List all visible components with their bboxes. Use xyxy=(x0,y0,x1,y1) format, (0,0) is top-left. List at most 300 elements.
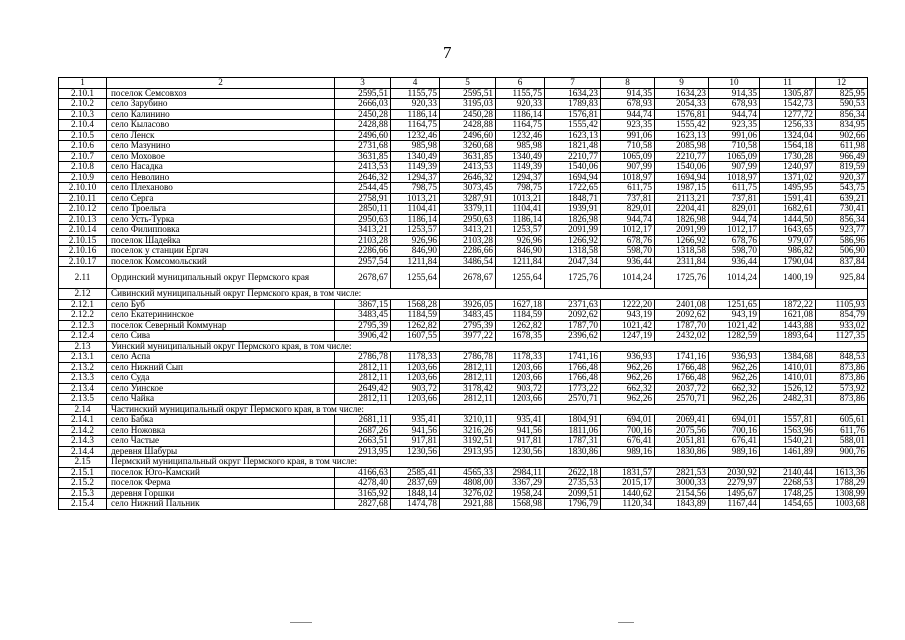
value-cell: 678,93 xyxy=(709,99,760,110)
value-cell: 1627,18 xyxy=(496,299,545,310)
value-cell: 2687,26 xyxy=(335,425,391,436)
value-cell: 2913,95 xyxy=(440,446,496,457)
value-cell: 1410,01 xyxy=(760,373,816,384)
value-cell: 2678,67 xyxy=(335,267,391,289)
value-cell: 1104,41 xyxy=(496,204,545,215)
table-row xyxy=(59,267,868,289)
value-cell: 2154,56 xyxy=(655,488,709,499)
value-cell: 1555,42 xyxy=(655,120,709,131)
value-cell: 611,98 xyxy=(816,141,868,152)
column-number-header: 5 xyxy=(440,78,496,89)
value-cell: 678,76 xyxy=(601,235,655,246)
value-cell: 2099,51 xyxy=(545,488,601,499)
value-cell: 829,01 xyxy=(601,204,655,215)
value-cell: 1013,21 xyxy=(391,193,440,204)
table-row xyxy=(59,99,868,110)
row-number-cell: 2.12.2 xyxy=(59,310,107,321)
value-cell: 1178,33 xyxy=(496,352,545,363)
value-cell: 1607,55 xyxy=(391,331,440,342)
value-cell: 1766,48 xyxy=(655,373,709,384)
value-cell: 1440,62 xyxy=(601,488,655,499)
value-cell: 1230,56 xyxy=(496,446,545,457)
row-number-cell: 2.15.2 xyxy=(59,478,107,489)
column-number-header: 12 xyxy=(816,78,868,89)
value-cell: 573,92 xyxy=(816,383,868,394)
value-cell: 2622,18 xyxy=(545,467,601,478)
value-cell: 2850,11 xyxy=(335,204,391,215)
value-cell: 2092,62 xyxy=(545,310,601,321)
value-cell: 2812,11 xyxy=(335,362,391,373)
value-cell: 2030,92 xyxy=(709,467,760,478)
value-cell: 935,41 xyxy=(496,415,545,426)
value-cell: 798,75 xyxy=(496,183,545,194)
value-cell: 1542,73 xyxy=(760,99,816,110)
table-row xyxy=(59,394,868,405)
value-cell: 856,34 xyxy=(816,109,868,120)
row-number-cell: 2.12.4 xyxy=(59,331,107,342)
value-cell: 1230,56 xyxy=(391,446,440,457)
value-cell: 962,26 xyxy=(709,373,760,384)
value-cell: 3287,91 xyxy=(440,193,496,204)
value-cell: 2735,53 xyxy=(545,478,601,489)
value-cell: 936,93 xyxy=(601,352,655,363)
value-cell: 2646,32 xyxy=(335,172,391,183)
value-cell: 700,16 xyxy=(601,425,655,436)
settlement-name-cell: село Неволино xyxy=(107,172,335,183)
value-cell: 1167,44 xyxy=(709,499,760,510)
value-cell: 2069,41 xyxy=(655,415,709,426)
value-cell: 1203,66 xyxy=(391,394,440,405)
value-cell: 2015,17 xyxy=(601,478,655,489)
row-number-cell: 2.10.15 xyxy=(59,235,107,246)
value-cell: 3276,02 xyxy=(440,488,496,499)
value-cell: 2496,60 xyxy=(335,130,391,141)
row-number-cell: 2.10.9 xyxy=(59,172,107,183)
value-cell: 2450,28 xyxy=(440,109,496,120)
value-cell: 1623,13 xyxy=(545,130,601,141)
value-cell: 2595,51 xyxy=(440,88,496,99)
value-cell: 1282,59 xyxy=(709,331,760,342)
settlement-name-cell: село Насадка xyxy=(107,162,335,173)
table-body xyxy=(59,78,868,510)
settlement-name-cell: село Чайка xyxy=(107,394,335,405)
table-row xyxy=(59,383,868,394)
row-number-cell: 2.13.3 xyxy=(59,373,107,384)
value-cell: 1725,76 xyxy=(545,267,601,289)
value-cell: 1203,66 xyxy=(496,362,545,373)
value-cell: 605,61 xyxy=(816,415,868,426)
value-cell: 873,86 xyxy=(816,362,868,373)
value-cell: 3260,68 xyxy=(440,141,496,152)
table-row xyxy=(59,204,868,215)
value-cell: 2210,77 xyxy=(655,151,709,162)
table-row xyxy=(59,446,868,457)
table-row xyxy=(59,225,868,236)
value-cell: 2731,68 xyxy=(335,141,391,152)
value-cell: 2482,31 xyxy=(760,394,816,405)
value-cell: 1104,41 xyxy=(391,204,440,215)
value-cell: 991,06 xyxy=(709,130,760,141)
value-cell: 923,35 xyxy=(709,120,760,131)
value-cell: 1634,23 xyxy=(655,88,709,99)
value-cell: 1255,64 xyxy=(496,267,545,289)
settlement-name-cell: село Частые xyxy=(107,436,335,447)
row-number-cell: 2.15 xyxy=(59,457,107,468)
value-cell: 3926,05 xyxy=(440,299,496,310)
value-cell: 1796,79 xyxy=(545,499,601,510)
value-cell: 2054,33 xyxy=(655,99,709,110)
value-cell: 506,90 xyxy=(816,246,868,257)
value-cell: 1939,91 xyxy=(545,204,601,215)
value-cell: 588,01 xyxy=(816,436,868,447)
table-row xyxy=(59,488,868,499)
value-cell: 2681,11 xyxy=(335,415,391,426)
value-cell: 2646,32 xyxy=(440,172,496,183)
value-cell: 837,84 xyxy=(816,256,868,267)
value-cell: 2821,53 xyxy=(655,467,709,478)
value-cell: 936,93 xyxy=(709,352,760,363)
settlement-name-cell: село Зарубино xyxy=(107,99,335,110)
settlement-name-cell: село Кыласово xyxy=(107,120,335,131)
value-cell: 4166,63 xyxy=(335,467,391,478)
value-cell: 2649,42 xyxy=(335,383,391,394)
value-cell: 1804,91 xyxy=(545,415,601,426)
value-cell: 1253,57 xyxy=(496,225,545,236)
value-cell: 611,75 xyxy=(601,183,655,194)
value-cell: 4808,00 xyxy=(440,478,496,489)
value-cell: 1277,72 xyxy=(760,109,816,120)
value-cell: 1830,86 xyxy=(545,446,601,457)
value-cell: 1826,98 xyxy=(655,214,709,225)
footer-mark xyxy=(290,622,312,623)
value-cell: 3178,42 xyxy=(440,383,496,394)
value-cell: 3867,15 xyxy=(335,299,391,310)
value-cell: 1831,57 xyxy=(601,467,655,478)
value-cell: 2051,81 xyxy=(655,436,709,447)
value-cell: 3210,11 xyxy=(440,415,496,426)
value-cell: 1848,14 xyxy=(391,488,440,499)
value-cell: 2585,41 xyxy=(391,467,440,478)
value-cell: 2428,88 xyxy=(335,120,391,131)
row-number-cell: 2.13 xyxy=(59,341,107,352)
table-row xyxy=(59,436,868,447)
value-cell: 944,74 xyxy=(601,214,655,225)
value-cell: 1400,19 xyxy=(760,267,816,289)
row-number-cell: 2.11 xyxy=(59,267,107,289)
settlement-name-cell: село Мазунино xyxy=(107,141,335,152)
value-cell: 2786,78 xyxy=(440,352,496,363)
value-cell: 1203,66 xyxy=(496,394,545,405)
table-row xyxy=(59,256,868,267)
value-cell: 1203,66 xyxy=(391,373,440,384)
value-cell: 639,21 xyxy=(816,193,868,204)
settlement-name-cell: село Усть-Турка xyxy=(107,214,335,225)
value-cell: 1790,04 xyxy=(760,256,816,267)
settlement-name-cell: село Плеханово xyxy=(107,183,335,194)
value-cell: 3413,21 xyxy=(440,225,496,236)
value-cell: 3483,45 xyxy=(335,310,391,321)
value-cell: 941,56 xyxy=(496,425,545,436)
value-cell: 2827,68 xyxy=(335,499,391,510)
table-row xyxy=(59,310,868,321)
value-cell: 598,70 xyxy=(601,246,655,257)
row-number-cell: 2.12.3 xyxy=(59,320,107,331)
row-number-cell: 2.14.3 xyxy=(59,436,107,447)
table-row xyxy=(59,467,868,478)
row-number-cell: 2.13.1 xyxy=(59,352,107,363)
value-cell: 966,49 xyxy=(816,151,868,162)
table-row xyxy=(59,130,868,141)
value-cell: 1893,64 xyxy=(760,331,816,342)
table-row xyxy=(59,141,868,152)
column-number-header: 6 xyxy=(496,78,545,89)
table-row xyxy=(59,120,868,131)
value-cell: 737,81 xyxy=(709,193,760,204)
value-cell: 1155,75 xyxy=(391,88,440,99)
value-cell: 1013,21 xyxy=(496,193,545,204)
value-cell: 1694,94 xyxy=(655,172,709,183)
value-cell: 2812,11 xyxy=(440,373,496,384)
value-cell: 925,84 xyxy=(816,267,868,289)
row-number-cell: 2.10.11 xyxy=(59,193,107,204)
value-cell: 2795,39 xyxy=(440,320,496,331)
value-cell: 2595,51 xyxy=(335,88,391,99)
row-number-cell: 2.15.4 xyxy=(59,499,107,510)
table-row xyxy=(59,362,868,373)
value-cell: 1294,37 xyxy=(496,172,545,183)
value-cell: 2432,02 xyxy=(655,331,709,342)
group-title-cell: Пермский муниципальный округ Пермского края, в том числе: xyxy=(107,457,868,468)
value-cell: 1021,42 xyxy=(709,320,760,331)
value-cell: 1232,46 xyxy=(391,130,440,141)
value-cell: 2091,99 xyxy=(545,225,601,236)
settlement-name-cell: поселок у станции Ергач xyxy=(107,246,335,257)
value-cell: 2103,28 xyxy=(335,235,391,246)
value-cell: 611,75 xyxy=(709,183,760,194)
value-cell: 1256,33 xyxy=(760,120,816,131)
value-cell: 1830,86 xyxy=(655,446,709,457)
value-cell: 586,96 xyxy=(816,235,868,246)
footer-mark xyxy=(618,622,634,623)
value-cell: 962,26 xyxy=(601,362,655,373)
value-cell: 1203,66 xyxy=(391,362,440,373)
value-cell: 989,16 xyxy=(709,446,760,457)
value-cell: 1340,49 xyxy=(391,151,440,162)
value-cell: 1725,76 xyxy=(655,267,709,289)
table-row xyxy=(59,151,868,162)
row-number-cell: 2.13.4 xyxy=(59,383,107,394)
value-cell: 848,53 xyxy=(816,352,868,363)
value-cell: 1178,33 xyxy=(391,352,440,363)
column-number-header: 1 xyxy=(59,78,107,89)
value-cell: 944,74 xyxy=(601,109,655,120)
value-cell: 3073,45 xyxy=(440,183,496,194)
value-cell: 1643,65 xyxy=(760,225,816,236)
value-cell: 710,58 xyxy=(601,141,655,152)
value-cell: 676,41 xyxy=(709,436,760,447)
table-row xyxy=(59,499,868,510)
value-cell: 943,19 xyxy=(709,310,760,321)
value-cell: 1318,58 xyxy=(655,246,709,257)
value-cell: 798,75 xyxy=(391,183,440,194)
value-cell: 1305,87 xyxy=(760,88,816,99)
value-cell: 2428,88 xyxy=(440,120,496,131)
value-cell: 1211,84 xyxy=(391,256,440,267)
value-cell: 914,35 xyxy=(709,88,760,99)
value-cell: 1958,24 xyxy=(496,488,545,499)
settlement-name-cell: село Аспа xyxy=(107,352,335,363)
value-cell: 1564,18 xyxy=(760,141,816,152)
value-cell: 2812,11 xyxy=(335,394,391,405)
value-cell: 1634,23 xyxy=(545,88,601,99)
value-cell: 819,59 xyxy=(816,162,868,173)
tariff-table xyxy=(58,77,868,510)
value-cell: 1065,09 xyxy=(709,151,760,162)
value-cell: 3165,92 xyxy=(335,488,391,499)
table-row xyxy=(59,193,868,204)
table-row xyxy=(59,109,868,120)
value-cell: 944,74 xyxy=(709,214,760,225)
value-cell: 1730,28 xyxy=(760,151,816,162)
value-cell: 2837,69 xyxy=(391,478,440,489)
row-number-cell: 2.10.5 xyxy=(59,130,107,141)
value-cell: 1186,14 xyxy=(496,109,545,120)
value-cell: 936,44 xyxy=(709,256,760,267)
value-cell: 543,75 xyxy=(816,183,868,194)
value-cell: 1787,70 xyxy=(545,320,601,331)
settlement-name-cell: село Ножовка xyxy=(107,425,335,436)
row-number-cell: 2.10.17 xyxy=(59,256,107,267)
value-cell: 2921,88 xyxy=(440,499,496,510)
value-cell: 1788,29 xyxy=(816,478,868,489)
value-cell: 903,72 xyxy=(496,383,545,394)
value-cell: 1576,81 xyxy=(655,109,709,120)
column-number-header-row xyxy=(59,78,868,89)
value-cell: 941,56 xyxy=(391,425,440,436)
value-cell: 825,95 xyxy=(816,88,868,99)
row-number-cell: 2.13.5 xyxy=(59,394,107,405)
value-cell: 1410,01 xyxy=(760,362,816,373)
row-number-cell: 2.14 xyxy=(59,404,107,415)
value-cell: 936,44 xyxy=(601,256,655,267)
value-cell: 1294,37 xyxy=(391,172,440,183)
value-cell: 989,16 xyxy=(601,446,655,457)
table-row xyxy=(59,373,868,384)
column-number-header: 4 xyxy=(391,78,440,89)
value-cell: 1787,31 xyxy=(545,436,601,447)
value-cell: 1222,20 xyxy=(601,299,655,310)
value-cell: 2204,41 xyxy=(655,204,709,215)
value-cell: 920,33 xyxy=(391,99,440,110)
value-cell: 2085,98 xyxy=(655,141,709,152)
value-cell: 1766,48 xyxy=(545,373,601,384)
value-cell: 3631,85 xyxy=(440,151,496,162)
value-cell: 3367,29 xyxy=(496,478,545,489)
value-cell: 2666,03 xyxy=(335,99,391,110)
value-cell: 3379,11 xyxy=(440,204,496,215)
value-cell: 700,16 xyxy=(709,425,760,436)
value-cell: 1184,59 xyxy=(496,310,545,321)
value-cell: 1184,59 xyxy=(391,310,440,321)
settlement-name-cell: село Моховое xyxy=(107,151,335,162)
value-cell: 2984,11 xyxy=(496,467,545,478)
value-cell: 1018,97 xyxy=(601,172,655,183)
value-cell: 991,06 xyxy=(601,130,655,141)
value-cell: 873,86 xyxy=(816,373,868,384)
value-cell: 2047,34 xyxy=(545,256,601,267)
value-cell: 1591,41 xyxy=(760,193,816,204)
value-cell: 2268,53 xyxy=(760,478,816,489)
value-cell: 2286,66 xyxy=(440,246,496,257)
value-cell: 846,90 xyxy=(391,246,440,257)
value-cell: 1678,35 xyxy=(496,331,545,342)
value-cell: 943,19 xyxy=(601,310,655,321)
table-row xyxy=(59,299,868,310)
value-cell: 2396,62 xyxy=(545,331,601,342)
settlement-name-cell: село Ленск xyxy=(107,130,335,141)
table-row xyxy=(59,320,868,331)
table-row xyxy=(59,214,868,225)
value-cell: 3216,26 xyxy=(440,425,496,436)
table-row xyxy=(59,415,868,426)
column-number-header: 7 xyxy=(545,78,601,89)
value-cell: 2091,99 xyxy=(655,225,709,236)
value-cell: 694,01 xyxy=(601,415,655,426)
value-cell: 3192,51 xyxy=(440,436,496,447)
value-cell: 2311,84 xyxy=(655,256,709,267)
group-header-row xyxy=(59,289,868,300)
value-cell: 1262,82 xyxy=(496,320,545,331)
group-title-cell: Частинский муниципальный округ Пермского края, в том числе: xyxy=(107,404,868,415)
value-cell: 2140,44 xyxy=(760,467,816,478)
row-number-cell: 2.10.1 xyxy=(59,88,107,99)
row-number-cell: 2.10.16 xyxy=(59,246,107,257)
value-cell: 1789,83 xyxy=(545,99,601,110)
value-cell: 1563,96 xyxy=(760,425,816,436)
column-number-header: 11 xyxy=(760,78,816,89)
settlement-name-cell: село Буб xyxy=(107,299,335,310)
value-cell: 1555,42 xyxy=(545,120,601,131)
value-cell: 1211,84 xyxy=(496,256,545,267)
value-cell: 2037,72 xyxy=(655,383,709,394)
value-cell: 598,70 xyxy=(709,246,760,257)
value-cell: 834,95 xyxy=(816,120,868,131)
group-header-row xyxy=(59,341,868,352)
table-row xyxy=(59,162,868,173)
table-row xyxy=(59,331,868,342)
value-cell: 923,77 xyxy=(816,225,868,236)
value-cell: 2786,78 xyxy=(335,352,391,363)
row-number-cell: 2.10.3 xyxy=(59,109,107,120)
value-cell: 1787,70 xyxy=(655,320,709,331)
value-cell: 1443,88 xyxy=(760,320,816,331)
settlement-name-cell: деревня Горшки xyxy=(107,488,335,499)
table-row xyxy=(59,172,868,183)
value-cell: 4278,40 xyxy=(335,478,391,489)
value-cell: 1247,19 xyxy=(601,331,655,342)
value-cell: 920,37 xyxy=(816,172,868,183)
value-cell: 1568,98 xyxy=(496,499,545,510)
row-number-cell: 2.10.10 xyxy=(59,183,107,194)
value-cell: 907,99 xyxy=(601,162,655,173)
value-cell: 1186,14 xyxy=(391,214,440,225)
value-cell: 2570,71 xyxy=(655,394,709,405)
settlement-name-cell: поселок Северный Коммунар xyxy=(107,320,335,331)
value-cell: 907,99 xyxy=(709,162,760,173)
table-row xyxy=(59,235,868,246)
value-cell: 1773,22 xyxy=(545,383,601,394)
value-cell: 2075,56 xyxy=(655,425,709,436)
